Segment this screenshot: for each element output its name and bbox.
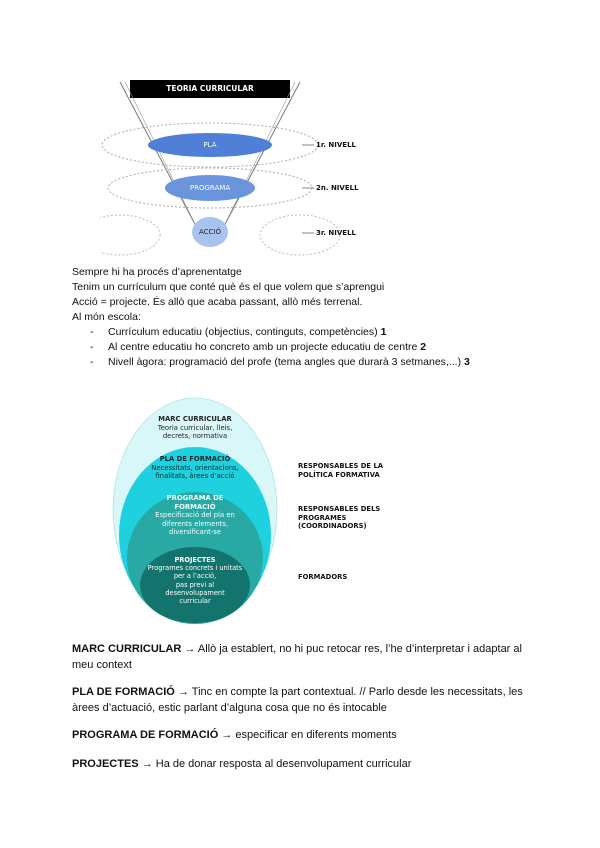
side-label-coordinadors — [298, 505, 380, 531]
programa-label: PROGRAMA — [189, 184, 231, 192]
bullet-item — [108, 326, 386, 338]
marc-text — [130, 415, 260, 441]
programa-formacio-title: FORMACIÓ — [174, 502, 216, 511]
accio-label: ACCIÓ — [198, 228, 221, 236]
marc-title: MARC CURRICULAR — [158, 415, 232, 423]
bullet-item — [108, 356, 470, 368]
arrow-icon: → — [184, 643, 196, 655]
pla-formacio-line: finalitats, àrees d’acció — [155, 472, 235, 480]
definition-term: PROGRAMA DE FORMACIÓ — [72, 729, 219, 741]
projectes-line: pas previ al — [175, 580, 215, 589]
bullet-item — [108, 341, 426, 353]
bullet-number: 3 — [464, 356, 470, 368]
projectes-line: curricular — [179, 597, 211, 606]
projectes-line: desenvolupament — [165, 588, 225, 597]
side-label-line: PROGRAMES — [298, 513, 347, 522]
side-label-formadors — [298, 573, 347, 582]
definition-text: especificar en diferents moments — [235, 729, 397, 741]
pla-formacio-line: Necessitats, orientacions, — [151, 463, 239, 472]
bullet-dash: - — [90, 326, 94, 338]
definition-term: PLA DE FORMACIÓ — [72, 686, 175, 698]
programa-formacio-line: diferents elements, — [161, 519, 228, 528]
side-label-line: (COORDINADORS) — [298, 522, 367, 530]
nested-ellipses-diagram — [110, 395, 410, 635]
bullet-number: 1 — [380, 326, 387, 338]
side-label-line: RESPONSABLES DELS — [298, 505, 381, 513]
level-1-label: 1r. NIVELL — [316, 141, 357, 149]
level-2-label: 2n. NIVELL — [316, 184, 359, 192]
bullet-text: Al centre educatiu ho concreto amb un projecte educatiu de centre — [108, 341, 418, 353]
definition-projectes — [72, 756, 532, 772]
arrow-icon: → — [177, 686, 189, 698]
definition-term: PROJECTES — [72, 758, 139, 770]
side-label-line: FORMADORS — [298, 573, 348, 581]
pla-label: PLA — [203, 141, 217, 149]
side-label-line: RESPONSABLES DE LA — [298, 462, 384, 470]
definition-marc — [72, 641, 532, 673]
arrow-icon: → — [141, 758, 153, 770]
programa-formacio-line: diversificant-se — [169, 528, 221, 536]
projectes-line: Programes concrets i unitats — [147, 564, 243, 573]
curricular-cone-diagram — [100, 70, 400, 260]
marc-line: decrets, normativa — [162, 432, 228, 440]
bullet-dash: - — [90, 341, 94, 353]
projectes-line: per a l’acció, — [173, 572, 217, 581]
level-3-label: 3r. NIVELL — [316, 229, 357, 237]
text-line-4: Al món escola: — [72, 311, 141, 323]
projectes-text — [130, 556, 260, 605]
pla-formacio-text — [130, 455, 260, 481]
text-line-1: Sempre hi ha procés d’aprenentatge — [72, 266, 242, 278]
teoria-curricular-label: TEORIA CURRICULAR — [166, 84, 254, 93]
definition-term: MARC CURRICULAR — [72, 643, 182, 655]
pla-formacio-title: PLA DE FORMACIÓ — [159, 455, 231, 463]
side-label-politica — [298, 462, 383, 479]
text-line-3: Acció = projecte. És allò que acaba passant, allò més terrenal. — [72, 296, 363, 308]
definition-text: Allò ja establert, no hi puc retocar res, l’he d’interpretar i adaptar al meu context — [72, 643, 522, 671]
programa-formacio-text — [130, 494, 260, 537]
projectes-title: PROJECTES — [174, 556, 216, 564]
text-line-2: Tenim un currículum que conté què és el que volem que s’aprengui — [72, 281, 385, 293]
definition-text: Ha de donar resposta al desenvolupament curricular — [155, 758, 412, 770]
definition-pla — [72, 684, 532, 716]
ring-3-left — [100, 215, 160, 255]
bullet-dash: - — [90, 356, 94, 368]
marc-line: Teoria curricular, lleis, — [157, 423, 233, 432]
definition-programa — [72, 727, 532, 743]
arrow-icon: → — [221, 729, 233, 741]
side-label-line: POLÍTICA FORMATIVA — [298, 470, 380, 479]
definition-text: Tinc en compte la part contextual. // Parlo desde les necessitats, les àrees d’actuació, estic parlant d’alguna cosa que no és intocable — [72, 686, 523, 714]
bullet-text: Nivell àgora: programació del profe (tema angles que durarà 3 setmanes,...) — [108, 356, 462, 368]
programa-formacio-line: Especificació del pla en — [155, 511, 235, 519]
bullet-number: 2 — [420, 341, 427, 353]
bullet-text: Currículum educatiu (objectius, continguts, competències) — [108, 326, 378, 338]
programa-formacio-title: PROGRAMA DE — [166, 494, 224, 502]
